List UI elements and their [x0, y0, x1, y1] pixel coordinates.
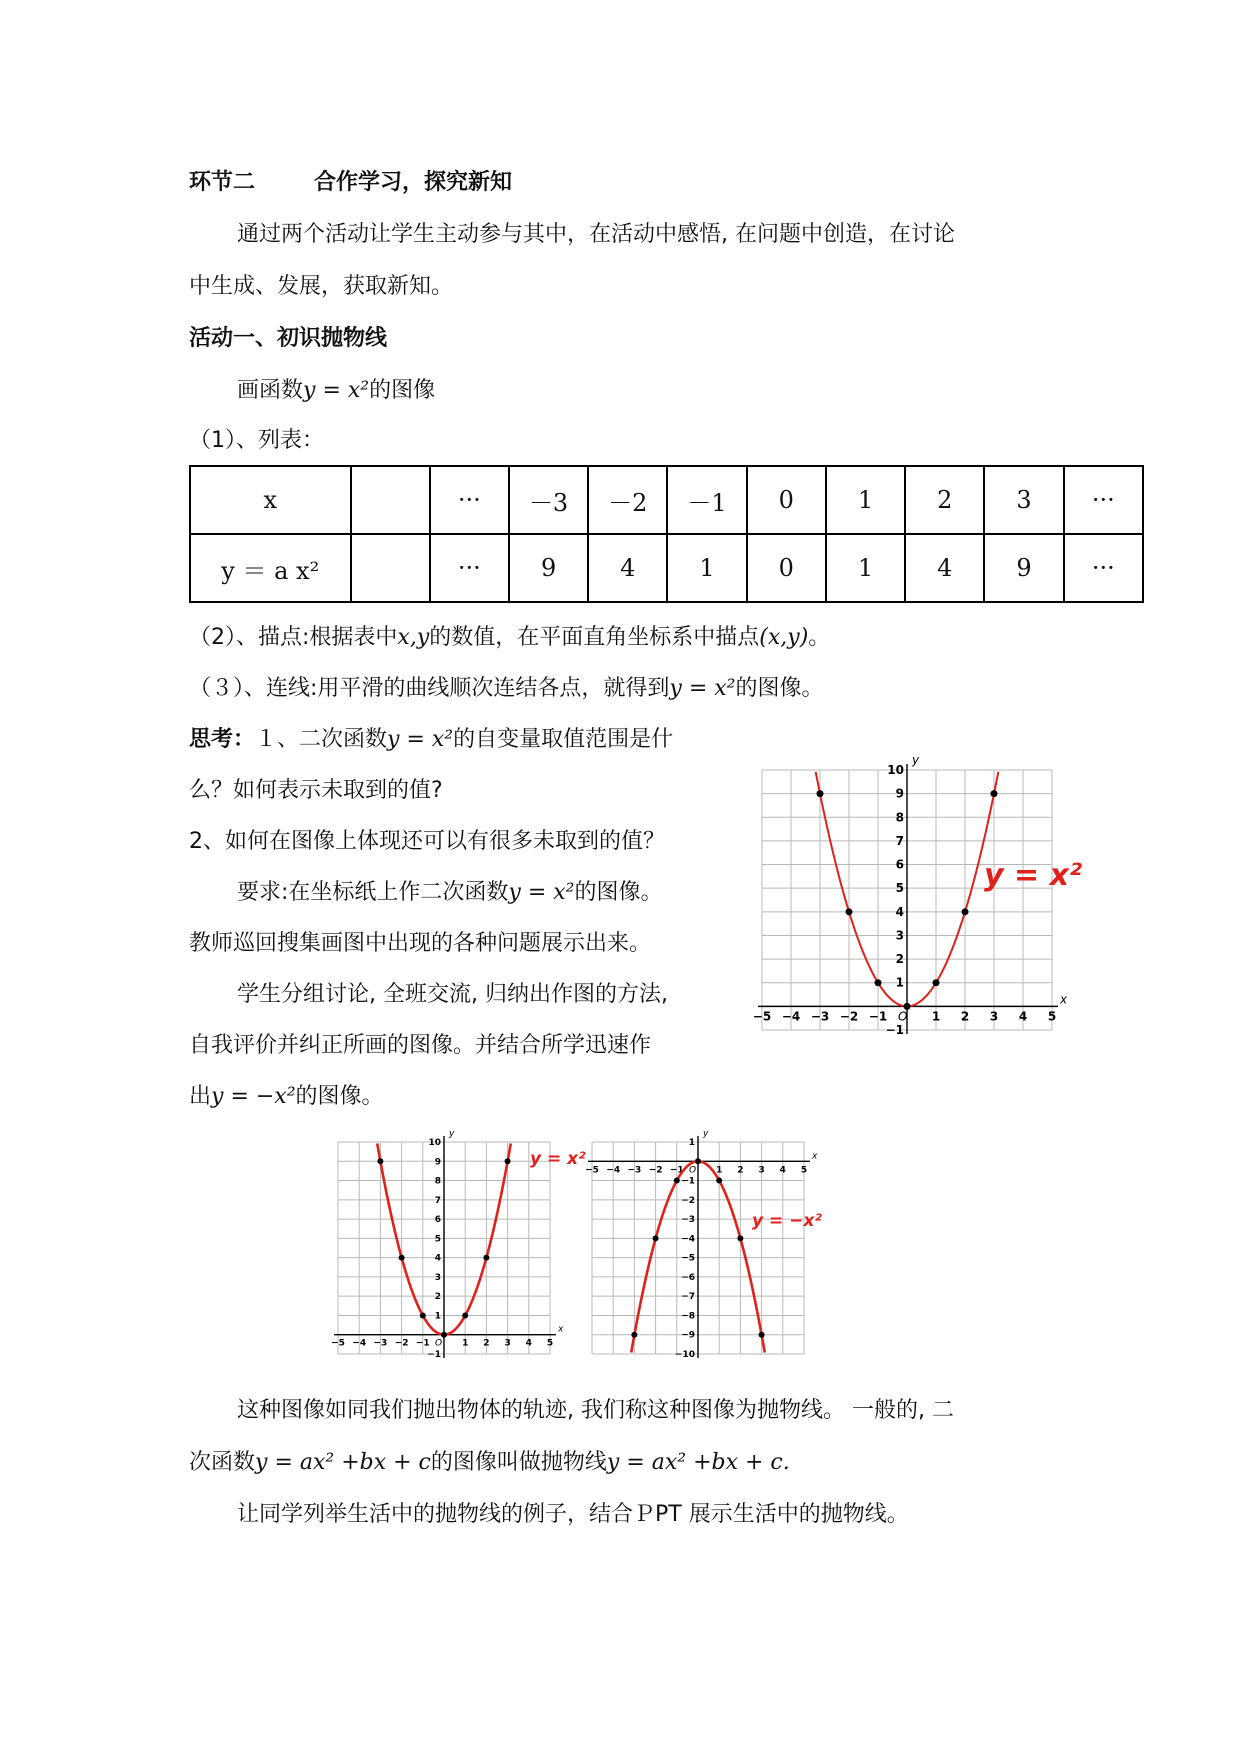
y-tick-label: 1: [688, 1138, 695, 1148]
x-tick-label: −1: [669, 1165, 684, 1176]
step-2-middle: 的数值，在平面直角坐标系中描点: [429, 625, 760, 650]
conclusion-line-3: 让同学列举生活中的抛物线的例子，结合ＰPT 展示生活中的抛物线。: [237, 1502, 909, 1527]
x-tick-label: 5: [800, 1165, 808, 1176]
value-table: [189, 465, 1144, 603]
table-cell: 9: [984, 534, 1063, 602]
data-point: [674, 1178, 680, 1184]
y-tick-label: 7: [895, 833, 904, 848]
y-tick-label: 8: [895, 810, 904, 825]
origin-label: O: [898, 1009, 908, 1024]
grid: [588, 1136, 810, 1358]
conc-math-2: y = ax² +bx + c.: [606, 1450, 790, 1475]
conclusion-line-2: [189, 1448, 790, 1478]
y-tick-label: −5: [681, 1253, 695, 1264]
x-tick-label: 2: [960, 1009, 970, 1024]
x-tick-label: 1: [716, 1165, 723, 1176]
origin-label: O: [435, 1338, 443, 1349]
series-label: y = x²: [530, 1149, 586, 1169]
y-tick-label: 5: [434, 1234, 441, 1245]
table-cell: 1: [667, 534, 746, 602]
y-tick-label: 5: [895, 881, 904, 896]
data-point: [505, 1158, 511, 1164]
data-point: [817, 790, 824, 797]
y-tick-label: 7: [434, 1195, 441, 1206]
step-2-math-1: x,y: [397, 625, 430, 650]
req-math: y = x²: [508, 880, 575, 905]
intro-line-2: 中生成、发展，获取新知。: [189, 274, 454, 299]
table-cell: 1: [826, 534, 905, 602]
student-3-math: y = −x²: [211, 1084, 296, 1109]
x-tick-label: −4: [352, 1338, 367, 1349]
y-tick-label: 3: [434, 1272, 441, 1283]
x-tick-label: −5: [752, 1009, 772, 1024]
y-tick-label: −6: [681, 1272, 695, 1283]
table-cell: 2: [905, 466, 984, 534]
x-tick-label: 2: [483, 1338, 490, 1349]
conclusion-line-1: 这种图像如同我们抛出物体的轨迹, 我们称这种图像为抛物线。 一般的, 二: [237, 1398, 954, 1423]
grid: [334, 1136, 556, 1358]
student-3-prefix: 出: [189, 1084, 212, 1109]
y-tick-label: 2: [895, 952, 904, 967]
conc-math-1: y = ax² +bx + c: [255, 1450, 431, 1475]
table-cell: 9: [509, 534, 588, 602]
table-cell: 0: [747, 466, 826, 534]
requirement: [237, 878, 663, 908]
y-tick-label: −1: [681, 1176, 695, 1187]
row-header: x: [190, 466, 351, 534]
student-line-1: 学生分组讨论, 全班交流, 归纳出作图的方法,: [237, 982, 668, 1007]
think-q1: [189, 725, 673, 755]
step-3-math: y = x²: [669, 676, 736, 701]
task-prefix: 画函数: [237, 378, 304, 403]
graph-parabola-up-small: [330, 1129, 586, 1370]
table-cell: －1: [667, 466, 746, 534]
row-header: y ＝ a x²: [190, 534, 351, 602]
x-tick-label: 4: [1018, 1009, 1028, 1024]
y-tick-label: 9: [895, 786, 904, 801]
table-cell: ···: [430, 466, 509, 534]
x-tick-label: 1: [462, 1338, 469, 1349]
step-3-suffix: 的图像。: [735, 676, 824, 701]
table-cell: －3: [509, 466, 588, 534]
y-tick-label: −1: [885, 1023, 904, 1037]
data-point: [737, 1235, 743, 1241]
y-tick-label: 1: [434, 1311, 441, 1322]
section-title: 合作学习，探究新知: [314, 170, 513, 195]
think-label: 思考：: [189, 727, 256, 752]
x-tick-label: 3: [758, 1165, 765, 1176]
x-tick-label: −5: [331, 1338, 345, 1349]
y-tick-label: 1: [895, 975, 904, 990]
data-point: [962, 908, 969, 915]
conc-prefix: 次函数: [189, 1450, 256, 1475]
x-tick-label: 3: [504, 1338, 511, 1349]
data-point: [716, 1178, 722, 1184]
x-tick-label: −3: [810, 1009, 830, 1024]
x-tick-label: −3: [627, 1165, 642, 1176]
x-tick-label: 2: [737, 1165, 744, 1176]
x-tick-label: 3: [989, 1009, 999, 1024]
y-tick-label: 4: [434, 1253, 441, 1264]
x-axis-label: x: [812, 1151, 818, 1162]
x-tick-label: 4: [779, 1165, 786, 1176]
student-line-2: 自我评价并纠正所画的图像。并结合所学迅速作: [189, 1033, 652, 1058]
data-point: [933, 979, 940, 986]
req-suffix: 的图像。: [574, 880, 663, 905]
x-tick-label: −2: [839, 1009, 859, 1024]
activity-task: [237, 376, 435, 406]
series-label: y = x²: [984, 858, 1083, 893]
data-point: [631, 1332, 637, 1338]
data-point: [875, 979, 882, 986]
data-point: [991, 790, 998, 797]
think-q1-line-2: 么？如何表示未取到的值?: [189, 778, 443, 803]
section-label: 环节二: [189, 170, 256, 195]
x-axis-label: x: [1060, 992, 1068, 1007]
data-point: [462, 1312, 468, 1318]
y-tick-label: −4: [681, 1234, 695, 1245]
x-tick-label: 5: [546, 1338, 554, 1349]
step-3-prefix: （３）、连线:用平滑的曲线顺次连结各点，就得到: [189, 676, 670, 701]
step-2-math-2: (x,y): [759, 625, 809, 650]
data-point: [399, 1255, 405, 1261]
teacher-note: 教师巡回搜集画图中出现的各种问题展示出来。: [189, 931, 652, 956]
req-prefix: 要求:在坐标纸上作二次函数: [237, 880, 509, 905]
q1-prefix: １、二次函数: [255, 727, 388, 752]
x-tick-label: −2: [648, 1165, 663, 1176]
intro-line-1: 通过两个活动让学生主动参与其中，在活动中感悟, 在问题中创造，在讨论: [237, 222, 955, 247]
q1-suffix: 的自变量取值范围是什: [453, 727, 674, 752]
x-tick-label: −5: [585, 1165, 599, 1176]
graph-parabola-down-small: [584, 1130, 844, 1370]
table-cell: ···: [1064, 466, 1143, 534]
graph-parabola-large: [752, 752, 1092, 1042]
x-tick-label: −1: [868, 1009, 888, 1024]
blank-cell: [351, 466, 430, 534]
student-3-suffix: 的图像。: [295, 1084, 384, 1109]
y-tick-label: 4: [895, 904, 904, 919]
data-point: [759, 1332, 765, 1338]
q1-math: y = x²: [387, 727, 454, 752]
x-tick-label: −1: [415, 1338, 430, 1349]
table-cell: ···: [1064, 534, 1143, 602]
step-3: [189, 674, 824, 704]
data-point: [695, 1158, 701, 1164]
x-tick-label: 4: [525, 1338, 532, 1349]
data-point: [653, 1235, 659, 1241]
y-tick-label: 10: [887, 763, 904, 777]
table-cell: ···: [430, 534, 509, 602]
origin-label: O: [689, 1165, 697, 1176]
y-tick-label: −8: [681, 1311, 695, 1322]
table-cell: 3: [984, 466, 1063, 534]
y-tick-label: 2: [434, 1292, 441, 1303]
y-tick-label: 8: [434, 1176, 441, 1187]
y-tick-label: −3: [681, 1215, 695, 1226]
table-cell: 4: [588, 534, 667, 602]
step-1-label: （1）、列表：: [189, 428, 324, 453]
activity-title: 活动一、初识抛物线: [189, 326, 388, 351]
y-axis-label: y: [703, 1129, 709, 1139]
x-tick-label: 5: [1047, 1009, 1057, 1024]
x-axis-label: x: [558, 1324, 564, 1335]
data-point: [377, 1158, 383, 1164]
step-2-prefix: （2）、描点:根据表中: [189, 625, 398, 650]
y-axis-label: y: [449, 1129, 455, 1139]
y-tick-label: −7: [681, 1292, 695, 1303]
task-formula: y = x²: [303, 378, 370, 403]
y-tick-label: 3: [895, 928, 904, 943]
table-cell: 0: [747, 534, 826, 602]
x-tick-label: −4: [781, 1009, 801, 1024]
task-suffix: 的图像: [369, 378, 436, 403]
data-point: [483, 1255, 489, 1261]
student-line-3: [189, 1082, 384, 1112]
table-cell: －2: [588, 466, 667, 534]
y-tick-label: −10: [674, 1350, 695, 1360]
table-cell: 1: [826, 466, 905, 534]
y-tick-label: 6: [895, 857, 904, 872]
grid: [758, 764, 1058, 1034]
x-tick-label: −3: [373, 1338, 388, 1349]
table-row-x: [190, 466, 1143, 534]
data-point: [420, 1312, 426, 1318]
blank-cell: [351, 534, 430, 602]
step-2: [189, 623, 830, 653]
table-cell: 4: [905, 534, 984, 602]
data-point: [846, 908, 853, 915]
y-tick-label: −9: [681, 1330, 695, 1341]
y-tick-label: −2: [681, 1195, 695, 1206]
series-label: y = −x²: [752, 1211, 822, 1231]
step-2-suffix: 。: [808, 625, 831, 650]
x-tick-label: 1: [931, 1009, 941, 1024]
think-q2: 2、如何在图像上体现还可以有很多未取到的值？: [189, 829, 665, 854]
y-tick-label: −1: [427, 1350, 441, 1360]
y-tick-label: 6: [434, 1215, 441, 1226]
y-axis-label: y: [912, 753, 920, 767]
conc-middle: 的图像叫做抛物线: [430, 1450, 607, 1475]
x-tick-label: −2: [394, 1338, 409, 1349]
y-tick-label: 9: [434, 1157, 441, 1168]
y-tick-label: 10: [428, 1138, 441, 1148]
data-point: [441, 1332, 447, 1338]
x-tick-label: −4: [606, 1165, 621, 1176]
table-row-y: [190, 534, 1143, 602]
